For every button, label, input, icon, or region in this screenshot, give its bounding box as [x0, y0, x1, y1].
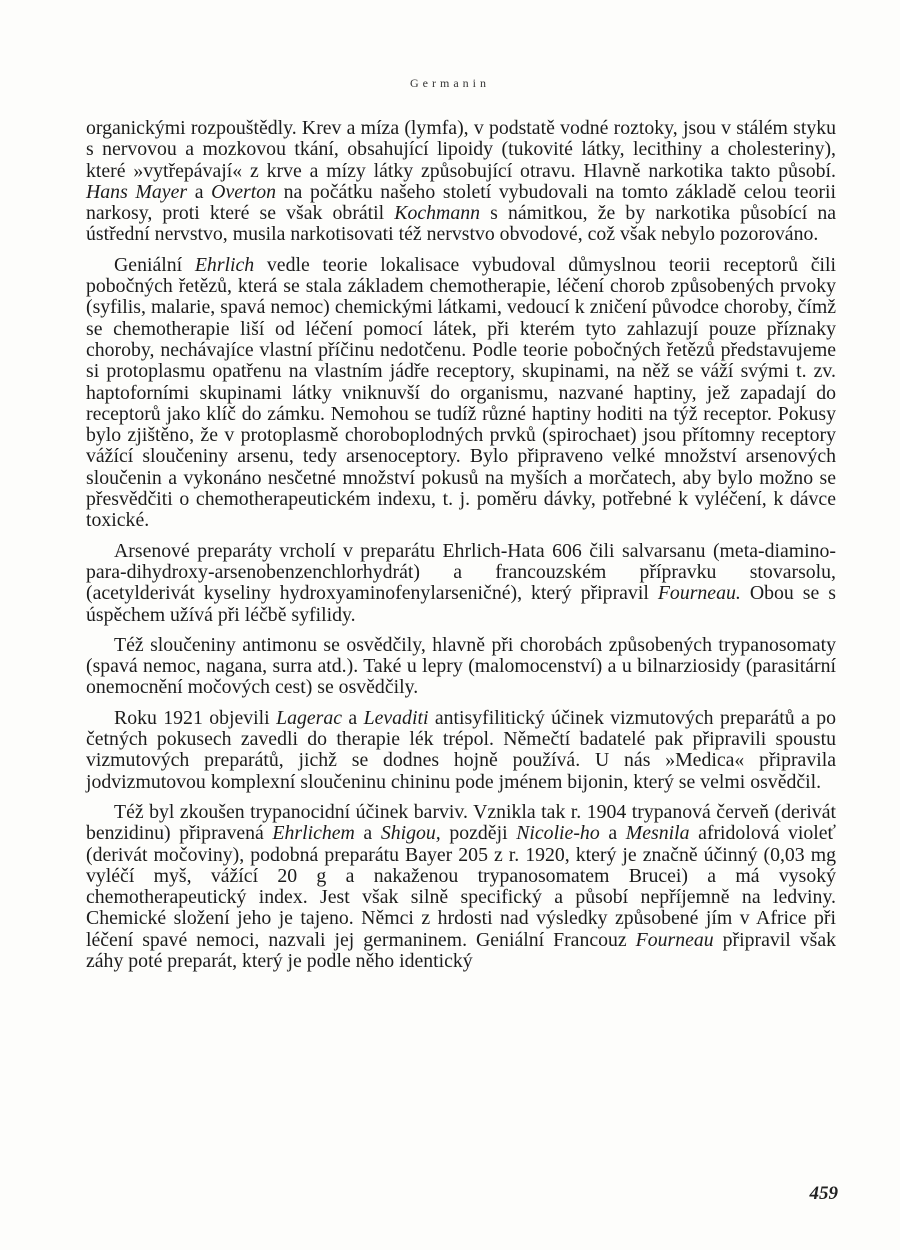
text-run: Roku 1921 objevili [114, 706, 277, 729]
text-run: a [342, 706, 364, 729]
italic-name: Levaditi [363, 706, 429, 729]
paragraph-3 [86, 541, 836, 626]
italic-name: Fourneau [635, 928, 714, 951]
text-run: a [187, 180, 212, 203]
italic-name: Shigou, [380, 822, 441, 845]
text-run: Geniální [114, 253, 195, 276]
text-run: Arsenové preparáty vrcholí v preparátu Ehrlich-Hata 606 čili salvarsanu (meta-diamino-para-dihydroxy-arsenobenzenchlorhydrát) a francouzském přípravku stovarsolu, (acetylderivát kyseliny hydroxyaminofenylarseničné), který připravil [86, 539, 836, 605]
paragraph-1 [86, 118, 836, 246]
italic-name: Ehrlich [194, 253, 255, 276]
italic-name: Overton [211, 180, 276, 203]
body-text [86, 118, 836, 981]
italic-name: Mesnila [625, 822, 690, 845]
text-run: Též sloučeniny antimonu se osvědčily, hlavně při chorobách způsobených trypanosomaty (spavá nemoc, nagana, surra atd.). Také u lepry (malomocenství) a u bilnarziosidy (parasitární onemocnění močových cest) se osvědčily. [86, 633, 836, 699]
text-run: Obou se s úspěchem užívá při léčbě syfilidy. [86, 582, 836, 626]
italic-name: Lagerac [276, 706, 343, 729]
text-run: a [354, 822, 381, 845]
paragraph-4 [86, 635, 836, 699]
paragraph-5 [86, 708, 836, 793]
text-run: s námitkou, že by narkotika působící na ústřední nervstvo, musila narkotisovati též nervstvo obvodové, což však nebylo pozorováno. [86, 202, 836, 246]
paragraph-6 [86, 802, 836, 972]
text-run: antisyfilitický účinek vizmutových preparátů a po četných pokusech zavedli do therapie lék trépol. Němečtí badatelé pak připravili spoustu vizmutových preparátů, jichž se dodnes hojně používá. U nás »Medica« připravila jodvizmutovou komplexní sloučeninu chininu pode jménem bijonin, který se velmi osvědčil. [86, 706, 837, 793]
text-run: na počátku našeho století vybudovali na tomto základě celou teorii narkosy, proti které se však obrátil [86, 180, 837, 225]
running-head: Germanin [410, 76, 490, 90]
text-run: organickými rozpouštědly. Krev a míza (lymfa), v podstatě vodné roztoky, jsou v stálém styku s nervovou a mozkovou tkání, obsahující lipoidy (tukovité látky, lecithiny a cholesteriny), které »vytřepávají« z krve a mízy látky způsobující otravu. Hlavně narkotika takto působí. [86, 117, 836, 182]
text-run: a [599, 822, 626, 845]
text-run: Též byl zkoušen trypanocidní účinek barviv. Vznikla tak r. 1904 trypanová červeň (derivát benzidinu) připravená [86, 800, 836, 845]
text-run: vedle teorie lokalisace vybudoval důmyslnou teorii receptorů čili pobočných řetězů, která se stala základem chemotherapie, léčení chorob způsobených prvoky (syfilis, malarie, spavá nemoc) chemickými látkami, vedoucí k zničení původce choroby, čímž se chemotherapie liší od léčení pomocí látek, při kterém tyto zahlazují pouze příznaky choroby, nechávajíce vlastní příčinu nedotčenu. Podle teorie pobočných řetězů představujeme si protoplasmu opatřenu na vlastním jádře receptory, skupinami, na něž se váží svými t. zv. haptoforními skupinami látky vniknuvší do organismu, nazvané haptiny, jež zapadají do receptorů jako klíč do zámku. Nemohou se tudíž různé haptiny hoditi na týž receptor. Pokusy bylo zjištěno, že v protoplasmě choroboplodných prvků (spirochaet) jsou přítomny receptory vážící sloučeniny arsenu, tedy arsenoceptory. Bylo připraveno velké množství arsenových sloučenin a vykonáno nesčetné množství pokusů na myších a morčatech, aby bylo možno se přesvědčiti o chemotherapeutickém indexu, t. j. poměru dávky, potřebné k vyléčení, k dávce toxické. [86, 253, 836, 532]
text-run: připravil však záhy poté preparát, který je podle něho identický [86, 928, 836, 972]
paragraph-2 [86, 255, 836, 532]
text-run: později [440, 822, 517, 845]
page-number: 459 [809, 1183, 838, 1204]
italic-name: Kochmann [394, 202, 481, 225]
italic-name: Hans Mayer [86, 180, 188, 203]
text-run: afridolová violeť (derivát močoviny), podobná preparátu Bayer 205 z r. 1920, který je značně účinný (0,03 mg vyléčí myš, vážící 20 g a nakaženou trypanosomatem Brucei) a má vysoký chemotherapeutický index. Jest však silně specifický a působí nepříjemně na ledviny. Chemické složení jeho je tajeno. Němci z hrdosti nad výsledky způsobené jím v Africe při léčení spavé nemoci, nazvali jej germaninem. Geniální Francouz [86, 822, 836, 951]
italic-name: Nicolie-ho [516, 822, 600, 845]
italic-name: Fourneau. [657, 582, 741, 605]
italic-name: Ehrlichem [272, 822, 355, 845]
